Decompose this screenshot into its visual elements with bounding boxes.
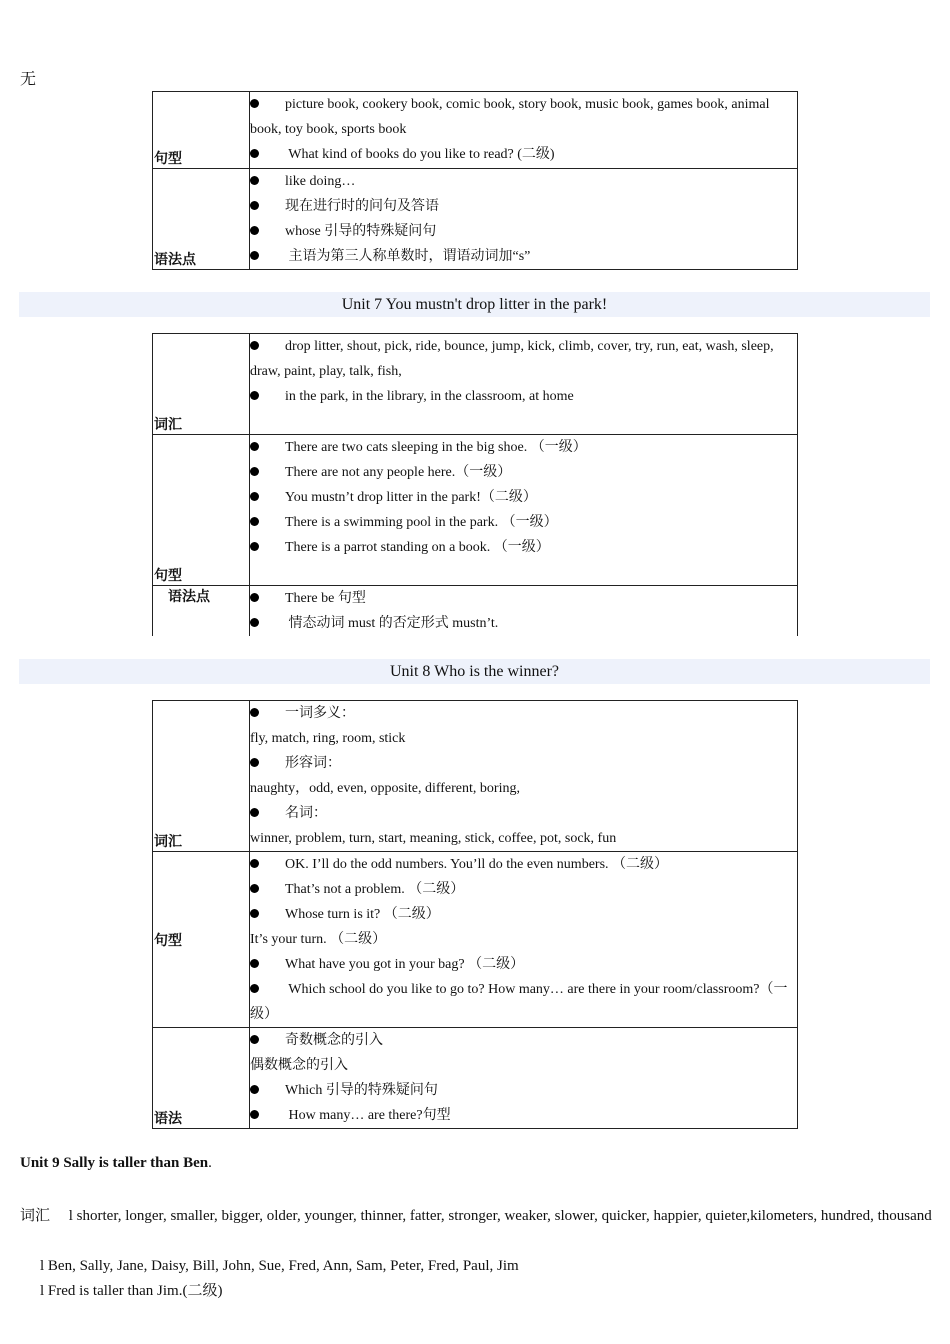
line-text: book, toy book, sports book [250, 122, 407, 137]
bullet-icon [250, 808, 259, 817]
content-line [250, 776, 797, 801]
content-line [250, 952, 797, 977]
content-line [250, 586, 797, 611]
content-line [250, 977, 797, 1002]
content-line [250, 117, 797, 142]
line-text: fly, match, ring, room, stick [250, 731, 406, 746]
content-line [250, 535, 797, 560]
bullet-icon [250, 149, 259, 158]
bullet-icon [250, 542, 259, 551]
line-text: Which 引导的特殊疑问句 [285, 1083, 438, 1098]
bullet-icon [250, 341, 259, 350]
table-unit7 [152, 333, 798, 636]
bullet-icon [250, 984, 259, 993]
line-text: draw, paint, play, talk, fish, [250, 364, 402, 379]
content-line [250, 334, 797, 359]
line-text: There are not any people here.（一级） [285, 465, 512, 480]
content-line [250, 219, 797, 244]
unit7-heading: Unit 7 You mustn't drop litter in the park! [19, 292, 930, 317]
bullet-icon [250, 176, 259, 185]
bullet-icon [250, 442, 259, 451]
content-line [250, 1078, 797, 1103]
line-text: 形容词： [285, 756, 341, 771]
content-line [250, 726, 797, 751]
row-label: 语法点 [153, 169, 250, 270]
row-label: 词汇 [153, 334, 250, 435]
bullet-icon [250, 517, 259, 526]
line-text: 现在进行时的问句及答语 [285, 199, 439, 214]
table-row [153, 701, 798, 852]
line-text: picture book, cookery book, comic book, story book, music book, games book, animal [285, 97, 770, 112]
content-line [250, 1002, 797, 1027]
content-line [250, 611, 797, 636]
row-content [250, 435, 798, 586]
bullet-icon [250, 226, 259, 235]
table-row [153, 852, 798, 1028]
table-row [153, 435, 798, 586]
sentence-line: l Fred is taller than Jim.(二级) [40, 1283, 223, 1299]
line-text: winner, problem, turn, start, meaning, stick, coffee, pot, sock, fun [250, 831, 617, 846]
bullet-icon [250, 758, 259, 767]
bullet-icon [250, 859, 259, 868]
content-line [250, 1103, 797, 1128]
line-text: Whose turn is it? （二级） [285, 907, 440, 922]
row-label: 语法 [153, 1028, 250, 1129]
line-text: OK. I’ll do the odd numbers. You’ll do the even numbers. （二级） [285, 857, 669, 872]
row-label: 句型 [153, 92, 250, 169]
table-row [153, 1028, 798, 1129]
top-label: 无 [20, 71, 37, 88]
line-text: There be 句型 [285, 591, 366, 606]
bullet-icon [250, 1085, 259, 1094]
line-text: Which school do you like to go to? How many… are there in your room/classroom?（一 [285, 982, 788, 997]
content-line [250, 409, 797, 434]
line-text: There are two cats sleeping in the big shoe. （一级） [285, 440, 587, 455]
bullet-icon [250, 391, 259, 400]
bullet-icon [250, 618, 259, 627]
row-content [250, 701, 798, 852]
bullet-icon [250, 708, 259, 717]
content-line [250, 384, 797, 409]
line-text: 级） [250, 1007, 278, 1022]
line-text: It’s your turn. （二级） [250, 932, 387, 947]
content-line [250, 244, 797, 269]
line-text: How many… are there?句型 [285, 1108, 451, 1123]
table-unit6 [152, 91, 798, 270]
bullet-icon [250, 492, 259, 501]
line-text: 情态动词 must 的否定形式 mustn’t. [285, 616, 499, 631]
content-line [250, 852, 797, 877]
line-text: There is a parrot standing on a book. （一级） [285, 540, 550, 555]
line-text: 偶数概念的引入 [250, 1058, 348, 1073]
vocab-line-1: l shorter, longer, smaller, bigger, older, younger, thinner, fatter, stronger, weaker, slower, quicker, happier, quieter,kilometers, hundred, thousand [68, 1208, 932, 1224]
bullet-icon [250, 467, 259, 476]
bullet-icon [250, 909, 259, 918]
row-label: 句型 [153, 852, 250, 1028]
row-content [250, 169, 798, 270]
bullet-icon [250, 884, 259, 893]
row-content [250, 852, 798, 1028]
line-text: What kind of books do you like to read? (二级) [285, 147, 555, 162]
content-line [250, 751, 797, 776]
line-text: There is a swimming pool in the park. （一级） [285, 515, 558, 530]
line-text: 名词： [285, 806, 327, 821]
line-text: What have you got in your bag? （二级） [285, 957, 525, 972]
unit9-title: Unit 9 Sally is taller than Ben [20, 1155, 209, 1171]
bullet-icon [250, 959, 259, 968]
bullet-icon [250, 251, 259, 260]
content-line [250, 92, 797, 117]
row-label: 语法点 [153, 586, 250, 637]
content-line [250, 1028, 797, 1053]
vocab-label: 词汇 [20, 1208, 51, 1224]
content-line [250, 359, 797, 384]
line-text: You mustn’t drop litter in the park!（二级） [285, 490, 537, 505]
line-text: 一词多义： [285, 706, 355, 721]
unit9-title-end: . [208, 1155, 212, 1171]
content-line [250, 801, 797, 826]
content-line [250, 142, 797, 167]
content-line [250, 1053, 797, 1078]
line-text: That’s not a problem. （二级） [285, 882, 465, 897]
row-label: 词汇 [153, 701, 250, 852]
line-text: 主语为第三人称单数时，谓语动词加“s” [285, 249, 531, 264]
bullet-icon [250, 99, 259, 108]
line-text: whose 引导的特殊疑问句 [285, 224, 437, 239]
table-row [153, 586, 798, 637]
row-content [250, 92, 798, 169]
bullet-icon [250, 593, 259, 602]
line-text: 奇数概念的引入 [285, 1033, 383, 1048]
content-line [250, 826, 797, 851]
row-content [250, 1028, 798, 1129]
content-line [250, 194, 797, 219]
content-line [250, 169, 797, 194]
bullet-icon [250, 201, 259, 210]
table-row [153, 92, 798, 169]
content-line [250, 560, 797, 585]
content-line [250, 460, 797, 485]
row-label: 句型 [153, 435, 250, 586]
content-line [250, 701, 797, 726]
content-line [250, 877, 797, 902]
table-row [153, 334, 798, 435]
bullet-icon [250, 1035, 259, 1044]
line-text: like doing… [285, 174, 356, 189]
line-text: in the park, in the library, in the classroom, at home [285, 389, 574, 404]
row-content [250, 334, 798, 435]
content-line [250, 485, 797, 510]
vocab-line-2: l Ben, Sally, Jane, Daisy, Bill, John, Sue, Fred, Ann, Sam, Peter, Fred, Paul, Jim [40, 1258, 519, 1274]
row-content [250, 586, 798, 637]
content-line [250, 927, 797, 952]
content-line [250, 510, 797, 535]
unit9-heading [20, 1155, 212, 1172]
content-line [250, 435, 797, 460]
unit8-heading: Unit 8 Who is the winner? [19, 659, 930, 684]
content-line [250, 902, 797, 927]
line-text: naughty，odd, even, opposite, different, boring, [250, 781, 520, 796]
table-row [153, 169, 798, 270]
line-text: drop litter, shout, pick, ride, bounce, jump, kick, climb, cover, try, run, eat, wash, sleep, [285, 339, 774, 354]
unit9-vocab [20, 1204, 935, 1229]
table-unit8 [152, 700, 798, 1129]
bullet-icon [250, 1110, 259, 1119]
